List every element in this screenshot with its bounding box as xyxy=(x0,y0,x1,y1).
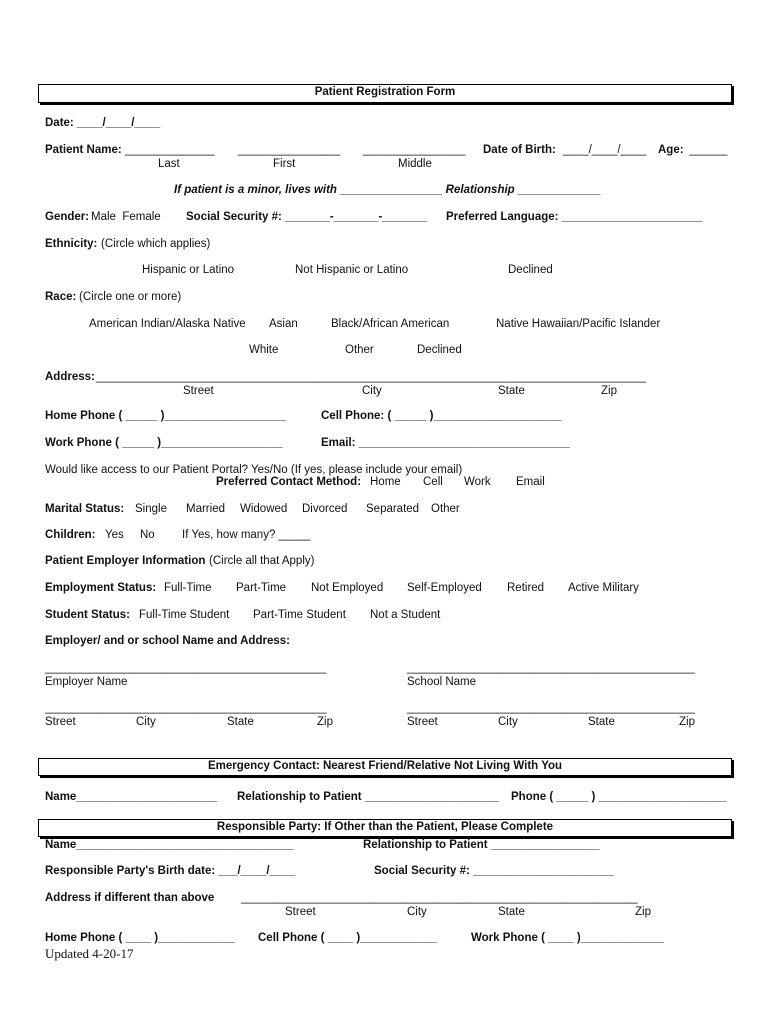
employer-street-caption: Street xyxy=(45,716,76,728)
responsible-work-phone-field[interactable]: Work Phone ( ____ )_____________ xyxy=(471,932,664,944)
employer-name-caption: Employer Name xyxy=(45,676,128,688)
address-zip-caption: Zip xyxy=(601,385,617,397)
dob-label: Date of Birth: xyxy=(483,144,556,156)
children-no[interactable]: No xyxy=(140,529,155,541)
contact-email[interactable]: Email xyxy=(516,476,545,488)
employment-part-time[interactable]: Part-Time xyxy=(236,582,287,594)
patient-name-label: Patient Name: xyxy=(45,144,122,156)
contact-method-label: Preferred Contact Method: xyxy=(216,476,362,488)
employer-state-caption: State xyxy=(227,716,254,728)
employment-active-military[interactable]: Active Military xyxy=(568,582,639,594)
responsible-ssn-field[interactable]: Social Security #: ______________________ xyxy=(374,865,614,877)
employment-not-employed[interactable]: Not Employed xyxy=(311,582,384,594)
student-full-time[interactable]: Full-Time Student xyxy=(139,609,230,621)
employer-zip-caption: Zip xyxy=(317,716,333,728)
employer-address-field[interactable]: ____________________________________________ xyxy=(45,702,327,714)
race-other[interactable]: Other xyxy=(345,344,374,356)
emergency-name-field[interactable]: Name______________________ xyxy=(45,791,218,803)
gender-options[interactable]: Male Female xyxy=(91,211,161,223)
employer-city-caption: City xyxy=(136,716,156,728)
employer-info-hint: (Circle all that Apply) xyxy=(209,555,315,567)
responsible-birth-date-field[interactable]: Responsible Party's Birth date: ___/____/____ xyxy=(45,865,296,877)
contact-cell[interactable]: Cell xyxy=(423,476,443,488)
minor-line[interactable]: If patient is a minor, lives with ________________ Relationship _____________ xyxy=(174,184,602,196)
employment-self-employed[interactable]: Self-Employed xyxy=(407,582,482,594)
portal-question[interactable]: Would like access to our Patient Portal? Yes/No (If yes, please include your email) xyxy=(45,464,463,476)
marital-divorced[interactable]: Divorced xyxy=(302,503,348,515)
work-phone-field[interactable]: Work Phone ( _____ )___________________ xyxy=(45,437,283,449)
ethnicity-hint: (Circle which applies) xyxy=(101,238,211,250)
race-black[interactable]: Black/African American xyxy=(331,318,450,330)
marital-separated[interactable]: Separated xyxy=(366,503,420,515)
first-name-field[interactable]: ________________ xyxy=(238,144,341,156)
home-phone-field[interactable]: Home Phone ( _____ )___________________ xyxy=(45,410,287,422)
employment-label: Employment Status: xyxy=(45,582,157,594)
gender-label: Gender: xyxy=(45,211,90,223)
contact-work[interactable]: Work xyxy=(464,476,491,488)
race-asian[interactable]: Asian xyxy=(269,318,298,330)
school-name-caption: School Name xyxy=(407,676,477,688)
children-label: Children: xyxy=(45,529,96,541)
age-field[interactable]: ______ xyxy=(689,144,728,156)
race-label: Race: xyxy=(45,291,77,303)
race-american-indian[interactable]: American Indian/Alaska Native xyxy=(89,318,246,330)
responsible-relationship-field[interactable]: Relationship to Patient _________________ xyxy=(363,839,600,851)
student-part-time[interactable]: Part-Time Student xyxy=(253,609,346,621)
school-state-caption: State xyxy=(588,716,615,728)
race-hint: (Circle one or more) xyxy=(79,291,182,303)
ethnicity-not-hispanic[interactable]: Not Hispanic or Latino xyxy=(295,264,409,276)
emergency-contact-header xyxy=(38,758,732,776)
middle-name-field[interactable]: ________________ xyxy=(363,144,466,156)
last-caption: Last xyxy=(158,158,180,170)
form-title-text: Patient Registration Form xyxy=(314,86,456,98)
address-city-caption: City xyxy=(362,385,382,397)
school-city-caption: City xyxy=(498,716,518,728)
emergency-contact-title: Emergency Contact: Nearest Friend/Relative Not Living With You xyxy=(207,760,563,772)
responsible-cell-phone-field[interactable]: Cell Phone ( ____ )____________ xyxy=(258,932,438,944)
responsible-name-field[interactable]: Name__________________________________ xyxy=(45,839,294,851)
address-field[interactable]: ______________________________________________________________________________________ xyxy=(96,371,647,383)
responsible-zip-caption: Zip xyxy=(635,906,651,918)
ssn-field[interactable]: Social Security #: _______-_______-_______ xyxy=(186,211,428,223)
middle-caption: Middle xyxy=(398,158,432,170)
cell-phone-field[interactable]: Cell Phone: ( _____ )____________________ xyxy=(321,410,562,422)
responsible-address-label: Address if different than above xyxy=(45,892,215,904)
form-title xyxy=(38,84,732,103)
race-declined[interactable]: Declined xyxy=(417,344,462,356)
address-state-caption: State xyxy=(498,385,525,397)
children-count-field[interactable]: If Yes, how many? _____ xyxy=(182,529,311,541)
marital-other[interactable]: Other xyxy=(431,503,460,515)
responsible-city-caption: City xyxy=(407,906,427,918)
school-zip-caption: Zip xyxy=(679,716,695,728)
employer-school-label: Employer/ and or school Name and Address: xyxy=(45,635,290,647)
ethnicity-label: Ethnicity: xyxy=(45,238,98,250)
date-field[interactable]: Date: ____/____/____ xyxy=(45,117,161,129)
children-yes[interactable]: Yes xyxy=(105,529,124,541)
employment-retired[interactable]: Retired xyxy=(507,582,545,594)
ethnicity-declined[interactable]: Declined xyxy=(508,264,553,276)
school-street-caption: Street xyxy=(407,716,438,728)
employer-info-label: Patient Employer Information xyxy=(45,555,206,567)
email-field[interactable]: Email: _________________________________ xyxy=(321,437,570,449)
language-field[interactable]: Preferred Language: ______________________ xyxy=(446,211,703,223)
race-native-hawaiian[interactable]: Native Hawaiian/Pacific Islander xyxy=(496,318,661,330)
employment-full-time[interactable]: Full-Time xyxy=(164,582,212,594)
contact-home[interactable]: Home xyxy=(370,476,401,488)
employer-name-field[interactable]: ____________________________________________ xyxy=(45,662,327,674)
marital-single[interactable]: Single xyxy=(135,503,167,515)
student-label: Student Status: xyxy=(45,609,130,621)
address-street-caption: Street xyxy=(183,385,214,397)
responsible-street-caption: Street xyxy=(285,906,316,918)
last-name-field[interactable]: ______________ xyxy=(125,144,215,156)
school-name-field[interactable]: _____________________________________________ xyxy=(407,662,695,674)
age-label: Age: xyxy=(658,144,684,156)
marital-widowed[interactable]: Widowed xyxy=(240,503,288,515)
updated-date: Updated 4-20-17 xyxy=(45,946,134,961)
student-not-student[interactable]: Not a Student xyxy=(370,609,441,621)
school-address-field[interactable]: _____________________________________________ xyxy=(407,702,695,714)
emergency-relationship-field[interactable]: Relationship to Patient _____________________ xyxy=(237,791,500,803)
address-label: Address: xyxy=(45,371,95,383)
ethnicity-hispanic[interactable]: Hispanic or Latino xyxy=(142,264,235,276)
responsible-party-title: Responsible Party: If Other than the Patient, Please Complete xyxy=(216,821,554,833)
marital-label: Marital Status: xyxy=(45,503,125,515)
responsible-home-phone-field[interactable]: Home Phone ( ____ )____________ xyxy=(45,932,235,944)
responsible-state-caption: State xyxy=(498,906,525,918)
marital-married[interactable]: Married xyxy=(186,503,225,515)
responsible-party-header xyxy=(38,819,732,837)
emergency-phone-field[interactable]: Phone ( _____ ) ____________________ xyxy=(511,791,727,803)
first-caption: First xyxy=(273,158,296,170)
dob-field[interactable]: ____/____/____ xyxy=(563,144,647,156)
race-white[interactable]: White xyxy=(249,344,279,356)
responsible-address-field[interactable]: ______________________________________________________________ xyxy=(241,892,638,904)
